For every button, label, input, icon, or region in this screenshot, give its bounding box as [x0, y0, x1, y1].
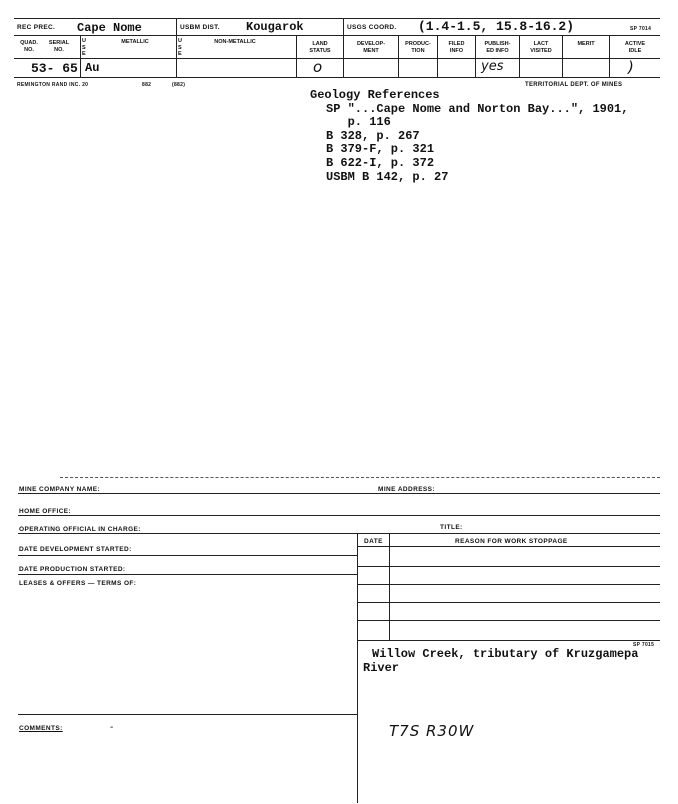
col-use-nonmetallic: U S E [178, 38, 182, 57]
rec-prec-value: Cape Nome [77, 21, 142, 35]
location-note [363, 647, 639, 675]
title-label: TITLE: [440, 524, 463, 531]
location-line: Willow Creek, tributary of Kruzgamepa [372, 647, 639, 661]
usbm-dist-value: Kougarok [246, 20, 304, 34]
comments-label: COMMENTS: [19, 725, 63, 732]
col-merit: MERIT [577, 41, 595, 47]
operating-official-label: OPERATING OFFICIAL IN CHARGE: [19, 526, 141, 533]
usbm-dist-label: USBM DIST. [180, 24, 220, 31]
land-status-value: o [313, 58, 323, 76]
card-fold-line [60, 477, 660, 478]
form-code: SP 7014 [630, 26, 652, 32]
geology-ref: B 622-I, p. 372 [326, 155, 435, 170]
usgs-coord-value: (1.4-1.5, 15.8-16.2) [418, 19, 575, 34]
col-quad-no: QUAD. NO. [20, 40, 38, 53]
location-line: River [363, 660, 400, 675]
mine-company-name-label: MINE COMPANY NAME: [19, 486, 100, 493]
dept-label: TERRITORIAL DEPT. OF MINES [525, 82, 623, 88]
form-code-2: SP 7015 [633, 642, 655, 648]
col-development: DEVELOP- MENT [356, 41, 386, 54]
date-development-label: DATE DEVELOPMENT STARTED: [19, 546, 132, 553]
header-bottom-line [14, 35, 660, 36]
comments-mark: - [110, 722, 114, 733]
col-land-status: LAND STATUS [309, 41, 331, 54]
rec-prec-label: REC PREC. [17, 24, 56, 31]
reason-column-label: REASON FOR WORK STOPPAGE [455, 538, 568, 545]
geology-ref: B 379-F, p. 321 [326, 142, 435, 157]
col-production: PRODUC- TION [405, 41, 431, 54]
form-divider [357, 533, 358, 803]
date-production-label: DATE PRODUCTION STARTED: [19, 566, 126, 573]
col-metallic: METALLIC [121, 39, 149, 45]
published-info-value: yes [481, 59, 504, 74]
geology-ref: B 328, p. 267 [326, 128, 420, 143]
geology-ref: SP "...Cape Nome and Norton Bay...", 1901, [326, 101, 629, 116]
col-serial-no: SERIAL NO. [48, 40, 70, 53]
active-idle-value: ) [628, 58, 634, 76]
mine-address-label: MINE ADDRESS: [378, 486, 435, 493]
col-nonmetallic: NON-METALLIC [214, 39, 256, 45]
leases-offers-label: LEASES & OFFERS — TERMS OF: [19, 580, 137, 587]
geology-ref: p. 116 [326, 115, 391, 130]
date-column-label: DATE [364, 538, 383, 545]
printer-label: REMINGTON RAND INC. 20 [17, 82, 89, 88]
usgs-coord-label: USGS COORD. [347, 24, 397, 31]
geology-references [310, 89, 628, 184]
township-handwriting: T7S R30W [389, 722, 475, 740]
column-header-bottom-line [14, 58, 660, 59]
home-office-label: HOME OFFICE: [19, 508, 72, 515]
data-row-bottom-line [14, 77, 660, 78]
metallic-value: Au [85, 61, 100, 75]
printer-code-2: (882) [172, 82, 186, 88]
col-filed-info: FILED INFO [448, 41, 465, 54]
geology-ref: USBM B 142, p. 27 [326, 169, 449, 184]
col-published-info: PUBLISH- ED INFO [484, 41, 511, 54]
quad-serial-value: 53- 65 [31, 61, 78, 76]
geology-heading: Geology References [310, 88, 440, 102]
col-active-idle: ACTIVE IDLE [624, 41, 646, 54]
printer-code: 882 [142, 82, 152, 88]
col-last-visited: LACT VISITED [530, 41, 552, 54]
col-use-metallic: U S E [82, 38, 86, 57]
